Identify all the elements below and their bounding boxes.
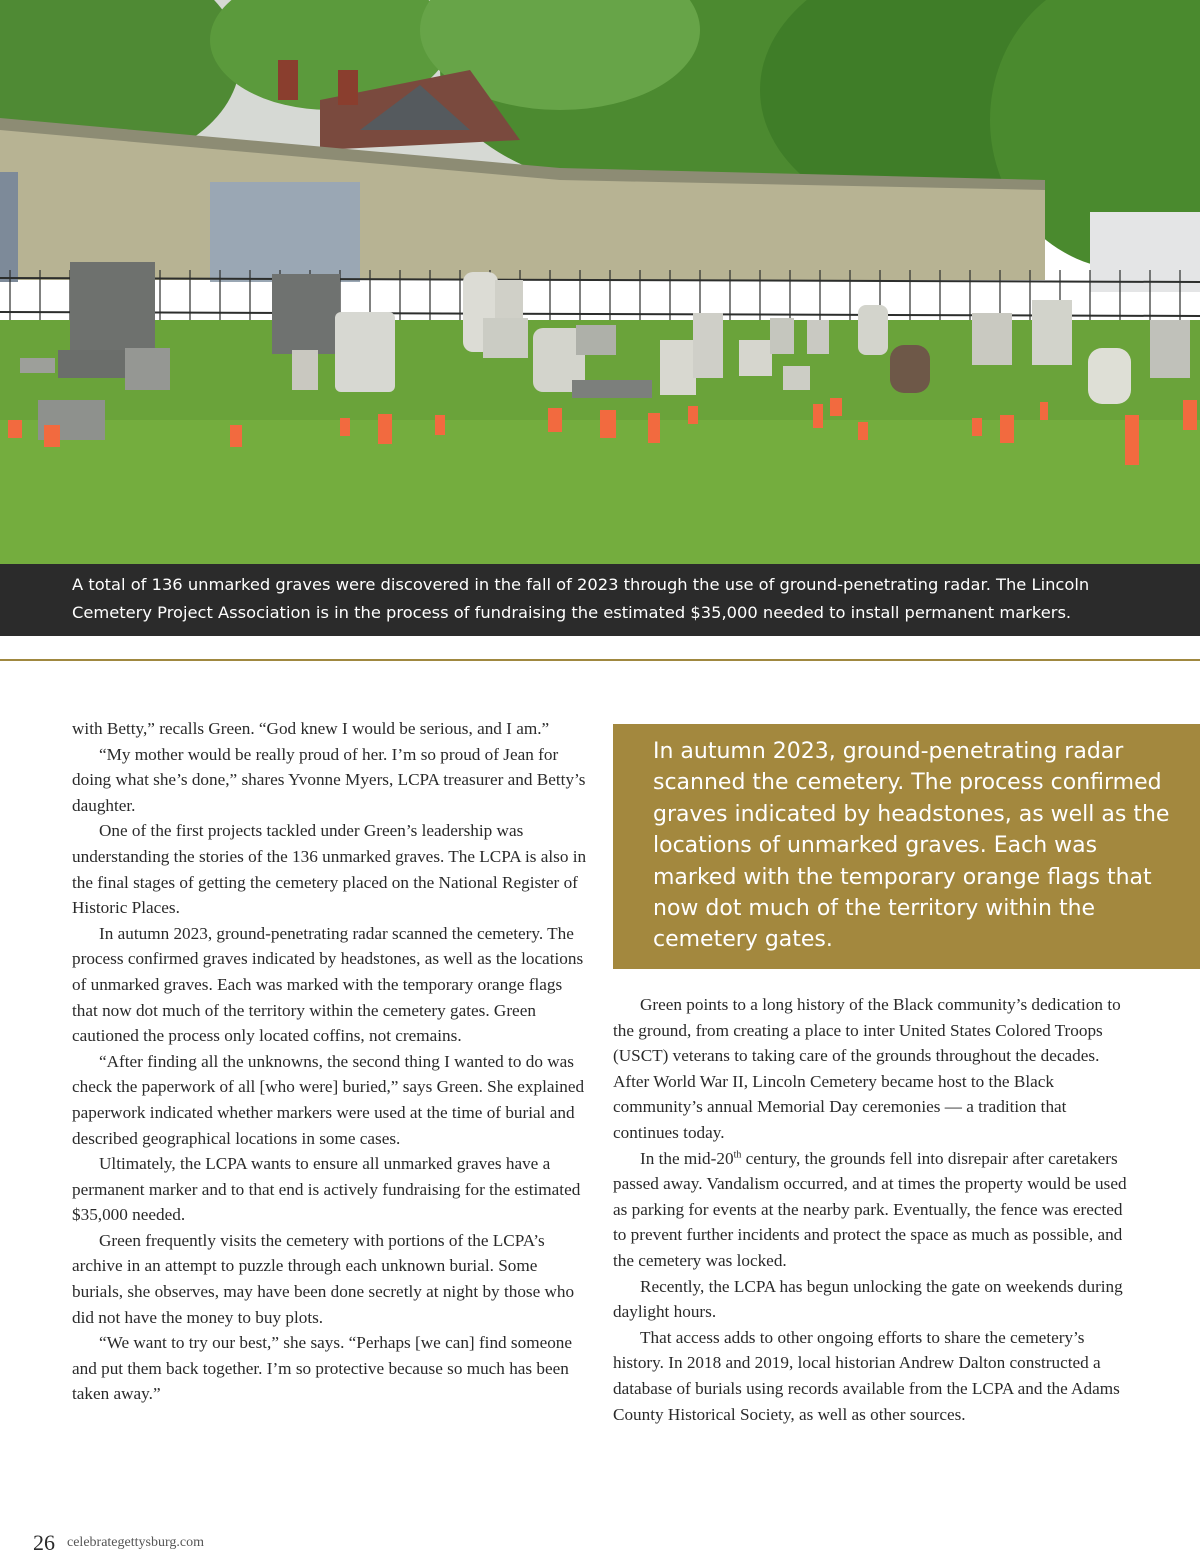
cemetery-photo: [0, 0, 1200, 564]
paragraph: [613, 1146, 1133, 1274]
caption-line-1: A total of 136 unmarked graves were discovered in the fall of 2023 through the use of ground-penetrating radar. The Lincoln: [72, 575, 1090, 594]
superscript: th: [733, 1148, 742, 1160]
page-number: 26: [33, 1530, 55, 1555]
pull-quote-text: In autumn 2023, ground-penetrating radar scanned the cemetery. The process confirmed graves indicated by headstones, as well as the locations of unmarked graves. Each was marked with the temporary orange flags that now dot much of the territory within the cemetery gates.: [653, 739, 1170, 953]
text-run: century, the grounds fell into disrepair after caretakers passed away. Vandalism occurred, and at times the property would be used as parking for events at the nearby park. Eventually, the fence was erected to prevent further incidents and protect the space as much as possible, and the cemetery was locked.: [613, 1148, 1127, 1270]
paragraph: That access adds to other ongoing efforts to share the cemetery’s history. In 2018 and 2019, local historian Andrew Dalton constructed a database of burials using records available from the LCPA and the Adams County Historical Society, as well as other sources.: [613, 1327, 1120, 1424]
paragraph: One of the first projects tackled under Green’s leadership was understanding the stories of the 136 unmarked graves. The LCPA is also in the final stages of getting the cemetery placed on the National Register of Historic Places.: [72, 821, 587, 918]
paragraph: “We want to try our best,” she says. “Perhaps [we can] find someone and put them back together. I’m so protective because so much has been taken away.”: [72, 1333, 573, 1404]
paragraph: with Betty,” recalls Green. “God knew I would be serious, and I am.”: [72, 719, 550, 738]
text-run: In the mid-20: [640, 1148, 734, 1168]
pull-quote: [613, 724, 1200, 969]
paragraph: Green frequently visits the cemetery with portions of the LCPA’s archive in an attempt to puzzle through each unknown burial. Some burials, she observes, may have been done secretly at night by those who did not have the money to buy plots.: [72, 1230, 575, 1327]
left-column: [72, 716, 592, 1407]
right-column: [613, 992, 1133, 1427]
paragraph: “My mother would be really proud of her. I’m so proud of Jean for doing what she’s done,” shares Yvonne Myers, LCPA treasurer and Betty’s daughter.: [72, 744, 586, 815]
paragraph: Ultimately, the LCPA wants to ensure all unmarked graves have a permanent marker and to that end is actively fundraising for the estimated $35,000 needed.: [72, 1154, 581, 1225]
paragraph: In autumn 2023, ground-penetrating radar scanned the cemetery. The process confirmed graves indicated by headstones, as well as the locations of unmarked graves. Each was marked with the temporary orange flags that now dot much of the territory within the cemetery gates. Green cautioned the process only located coffins, not cremains.: [72, 923, 584, 1046]
photo-caption: [0, 564, 1200, 636]
section-divider: [0, 659, 1200, 661]
page-footer: [33, 1530, 204, 1560]
caption-line-2: Cemetery Project Association is in the process of fundraising the estimated $35,000 needed to install permanent markers.: [72, 603, 1072, 622]
paragraph: “After finding all the unknowns, the second thing I wanted to do was check the paperwork of all [who were] buried,” says Green. She explained paperwork indicated whether markers were used at the time of burial and described geographical locations in some cases.: [72, 1051, 585, 1148]
website-link[interactable]: celebrategettysburg.com: [67, 1535, 204, 1550]
paragraph: Green points to a long history of the Black community’s dedication to the ground, from creating a place to inter United States Colored Troops (USCT) veterans to taking care of the grounds throughout the decades. After World War II, Lincoln Cemetery became host to the Black community’s annual Memorial Day ceremonies — a tradition that continues today.: [613, 995, 1121, 1142]
paragraph: Recently, the LCPA has begun unlocking the gate on weekends during daylight hours.: [613, 1276, 1123, 1322]
